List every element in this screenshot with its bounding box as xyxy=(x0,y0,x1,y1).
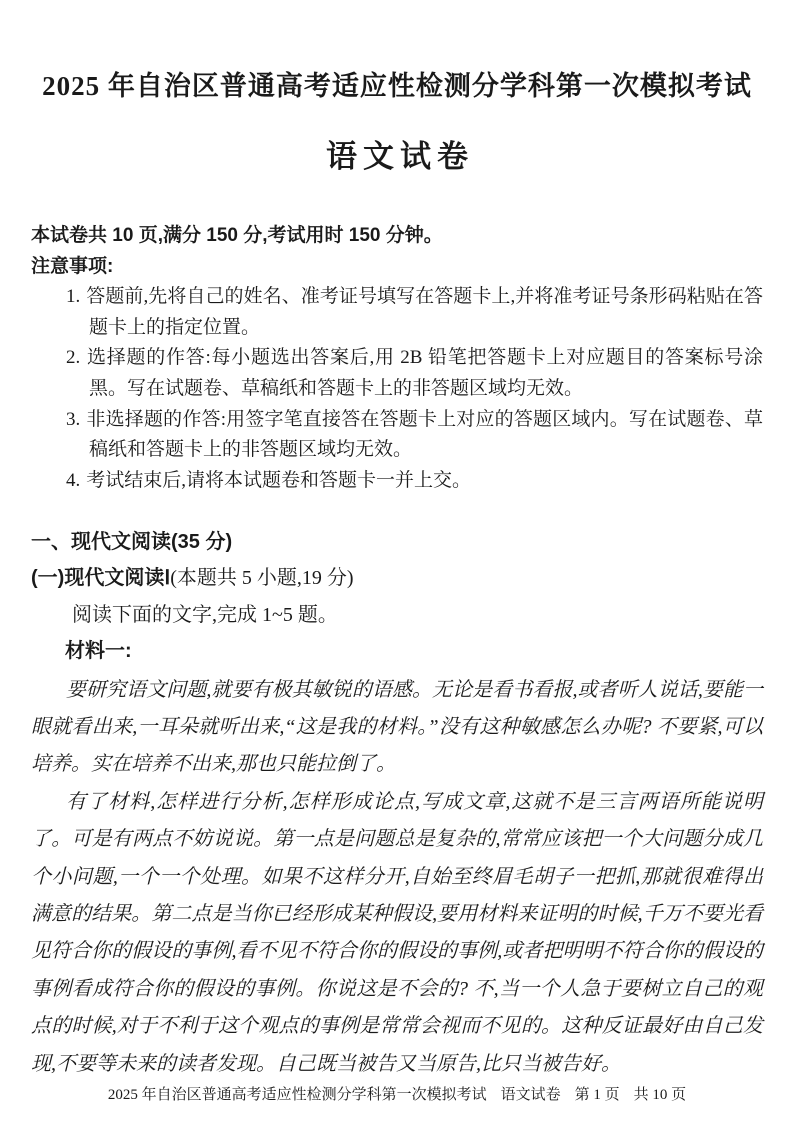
notice-number: 4. xyxy=(66,469,81,491)
notice-item-1 xyxy=(66,282,763,343)
reading-passage xyxy=(31,672,763,1083)
notice-list xyxy=(31,282,763,496)
footer-exam-name: 2025 年自治区普通高考适应性检测分学科第一次模拟考试 xyxy=(107,1087,487,1103)
paper-subject-title: 语文试卷 xyxy=(326,139,474,174)
notice-text: 非选择题的作答:用签字笔直接答在答题卡上对应的答题区域内。写在试题卷、草稿纸和答题卡上的非答题区域均无效。 xyxy=(86,408,763,461)
passage-paragraph-1: 要研究语文问题,就要有极其敏锐的语感。无论是看书看报,或者听人说话,要能一眼就看出来,一耳朵就听出来,“这是我的材料。”没有这种敏感怎么办呢? 不要紧,可以培养。实在培养不出来,那也只能拉倒了。 xyxy=(31,678,763,776)
reading-section xyxy=(31,524,763,1083)
task-instruction: 阅读下面的文字,完成 1~5 题。 xyxy=(72,603,338,626)
notice-text: 考试结束后,请将本试题卷和答题卡一并上交。 xyxy=(86,469,472,491)
section-one-heading: 一、现代文阅读(35 分) xyxy=(31,531,233,553)
part-one-heading-note: (本题共 5 小题,19 分) xyxy=(170,567,354,590)
notice-number: 1. xyxy=(66,286,81,308)
notice-item-4 xyxy=(66,466,763,497)
passage-paragraph-2: 有了材料,怎样进行分析,怎样形成论点,写成文章,这就不是三言两语所能说明了。可是有两点不妨说说。第一点是问题总是复杂的,常常应该把一个大问题分成几个小问题,一个一个处理。如果不这样分开,自始至终眉毛胡子一把抓,那就很难得出满意的结果。第二点是当你已经形成某种假设,要用材料来证明的时候,千万不要光看见符合你的假设的事例,看不见不符合你的假设的事例,或者把明明不符合你的假设的事例看成符合你的假设的事例。你说这是不会的? 不,当一个人急于要树立自己的观点的时候,对于不利于这个观点的事例是常常会视而不见的。这种反证最好由自己发现,不要等未来的读者发现。自己既当被告又当原告,比只当被告好。 xyxy=(31,790,763,1075)
exam-title: 2025 年自治区普通高考适应性检测分学科第一次模拟考试 xyxy=(42,71,752,101)
part-one-heading xyxy=(31,560,763,596)
page-footer xyxy=(0,1086,794,1104)
material-one-label: 材料一: xyxy=(65,640,132,663)
footer-total-pages: 共 10 页 xyxy=(633,1087,687,1103)
notice-item-2 xyxy=(66,343,763,404)
part-one-heading-title: (一)现代文阅读Ⅰ xyxy=(31,567,171,590)
footer-page-number: 第 1 页 xyxy=(574,1087,620,1103)
notice-number: 3. xyxy=(66,408,81,430)
notice-heading: 注意事项: xyxy=(31,255,114,277)
notice-text: 答题前,先将自己的姓名、准考证号填写在答题卡上,并将准考证号条形码粘贴在答题卡上的指定位置。 xyxy=(86,286,763,338)
footer-paper-name: 语文试卷 xyxy=(500,1087,561,1103)
paper-summary-line: 本试卷共 10 页,满分 150 分,考试用时 150 分钟。 xyxy=(31,225,443,246)
exam-instructions xyxy=(31,221,763,496)
notice-item-3 xyxy=(66,405,763,466)
notice-text: 选择题的作答:每小题选出答案后,用 2B 铅笔把答题卡上对应题目的答案标号涂黑。写在试题卷、草稿纸和答题卡上的非答题区域均无效。 xyxy=(86,347,763,399)
notice-number: 2. xyxy=(66,347,81,369)
